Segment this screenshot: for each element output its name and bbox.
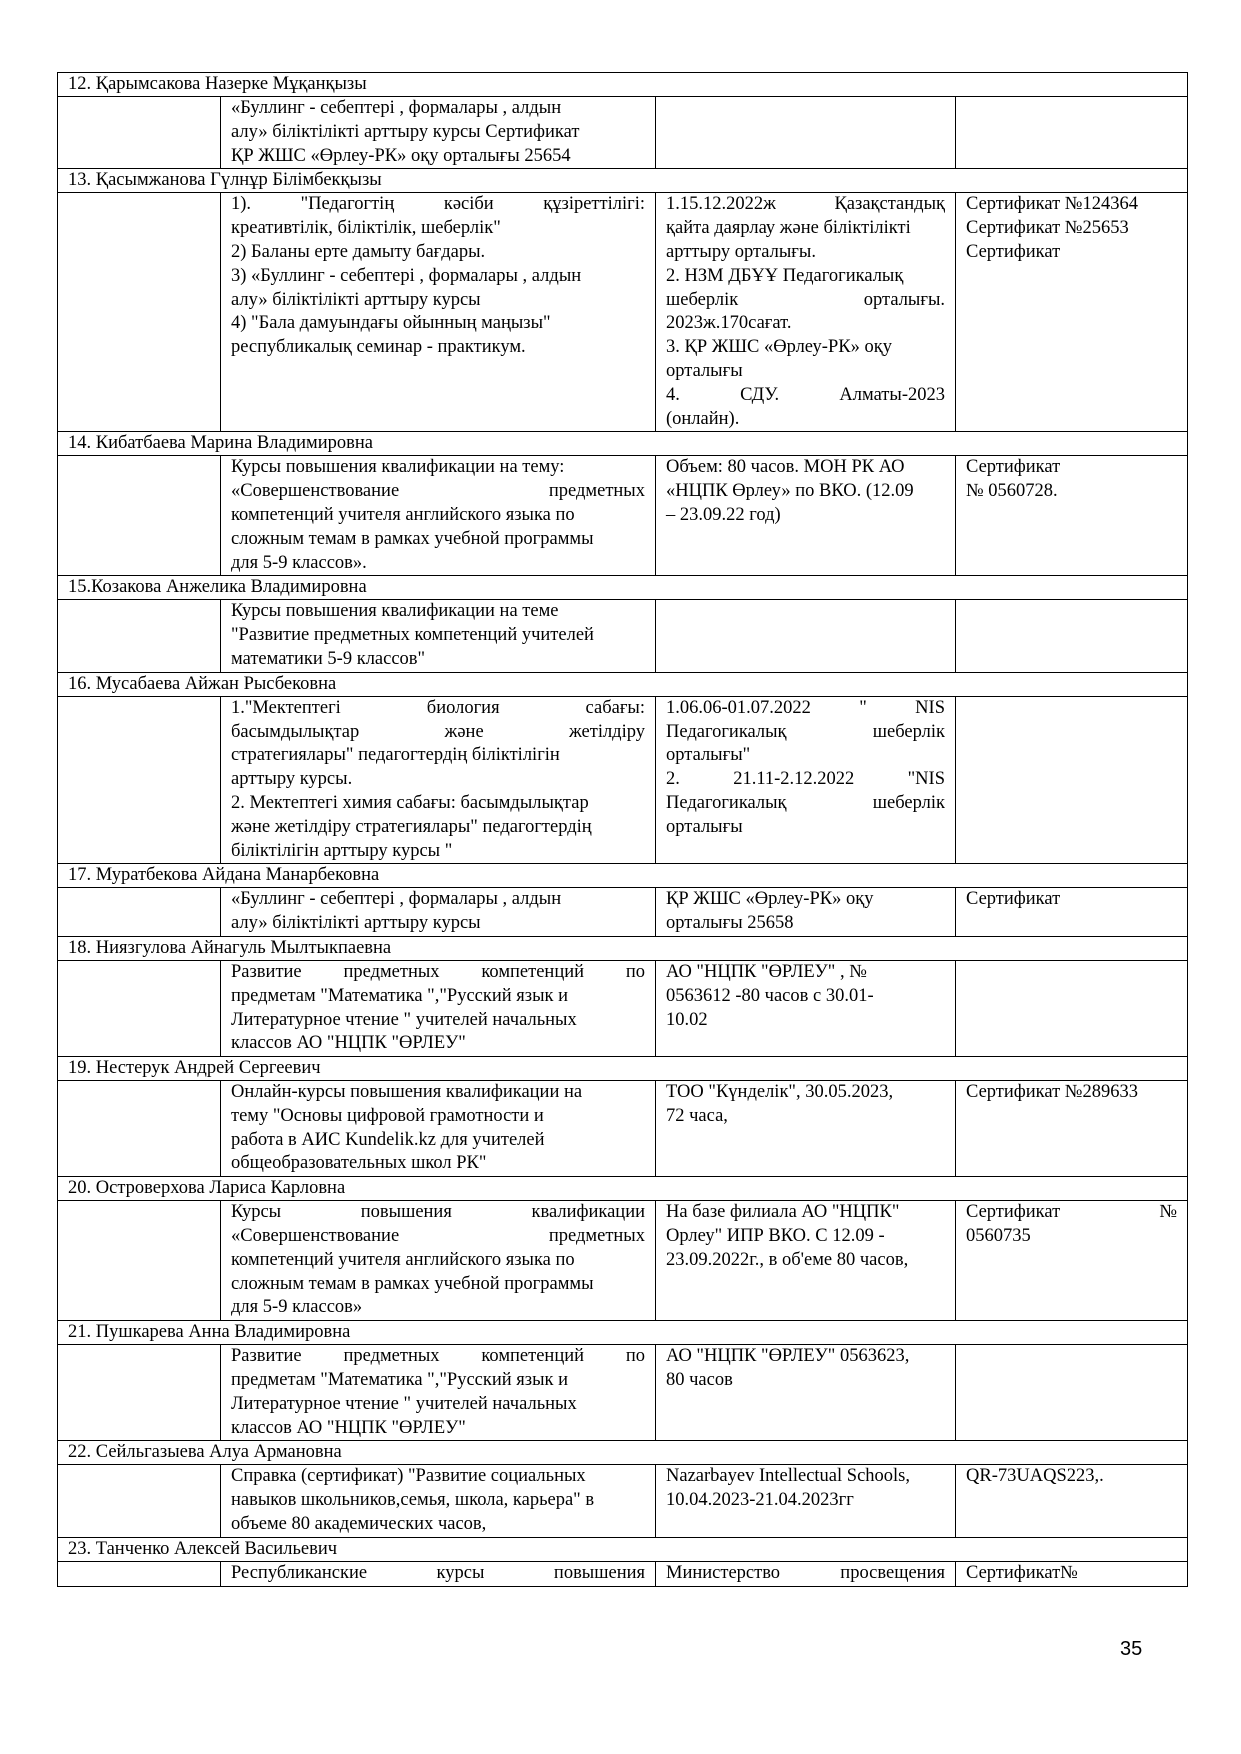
certificate-cell — [956, 1465, 1188, 1537]
text-line: 0560735 — [966, 1226, 1031, 1247]
text-line: 0563612 -80 часов с 30.01- — [666, 985, 874, 1006]
text-line: шеберлік орталығы. — [666, 289, 945, 310]
course-cell — [221, 960, 656, 1056]
text-line: математики 5-9 классов" — [231, 648, 426, 669]
text-line: навыков школьников,семья, школа, карьера" в — [231, 1490, 595, 1511]
text-line: 80 часов — [666, 1370, 733, 1391]
text-line: Орлеу" ИПР ВКО. С 12.09 - — [666, 1226, 885, 1247]
course-cell — [221, 1345, 656, 1441]
empty-cell — [58, 600, 221, 672]
certificate-cell — [956, 600, 1188, 672]
text-line: 1.06.06-01.07.2022 " NIS — [666, 697, 945, 718]
text-line: 2) Баланы ерте дамыту бағдары. — [231, 241, 486, 262]
text-line: Сертификат №289633 — [966, 1082, 1138, 1103]
person-name: 21. Пушкарева Анна Владимировна — [58, 1321, 1188, 1345]
empty-cell — [58, 1201, 221, 1321]
course-row — [58, 1345, 1188, 1441]
text-line: креативтілік, біліктілік, шеберлік" — [231, 218, 501, 239]
text-line: Сертификат — [966, 241, 1061, 262]
empty-cell — [58, 456, 221, 576]
organization-cell — [656, 1201, 956, 1321]
certificate-cell — [956, 1201, 1188, 1321]
text-line: 4) "Бала дамуындағы ойынның маңызы" — [231, 313, 551, 334]
text-line: 1.15.12.2022ж Қазақстандық — [666, 194, 945, 215]
page-number: 35 — [1120, 1638, 1143, 1660]
text-line: Сертификат № — [966, 1202, 1177, 1223]
training-table — [57, 72, 1188, 1587]
text-line: компетенций учителя английского языка по — [231, 1249, 575, 1270]
text-line: 2. НЗМ ДБҰҰ Педагогикалық — [666, 265, 904, 286]
text-line: Министерство просвещения — [666, 1562, 945, 1583]
text-line: ТОО "Күнделік", 30.05.2023, — [666, 1082, 894, 1103]
text-line: (онлайн). — [666, 408, 740, 429]
text-line: для 5-9 классов». — [231, 552, 367, 573]
course-cell — [221, 1561, 656, 1586]
text-line: АО "НЦПК "ӨРЛЕУ" , № — [666, 961, 867, 982]
course-cell — [221, 696, 656, 864]
course-row — [58, 1561, 1188, 1586]
course-row — [58, 193, 1188, 432]
person-name: 14. Кибатбаева Марина Владимировна — [58, 432, 1188, 456]
course-cell — [221, 1201, 656, 1321]
person-row — [58, 864, 1188, 888]
person-row — [58, 1537, 1188, 1561]
text-line: Курсы повышения квалификации — [231, 1202, 645, 1223]
text-line: "Развитие предметных компетенций учителей — [231, 625, 594, 646]
person-row — [58, 672, 1188, 696]
text-line: «Совершенствование предметных — [231, 481, 645, 502]
organization-cell — [656, 600, 956, 672]
certificate-cell — [956, 1345, 1188, 1441]
course-row — [58, 1201, 1188, 1321]
empty-cell — [58, 1345, 221, 1441]
course-row — [58, 960, 1188, 1056]
text-line: Сертификат №25653 — [966, 218, 1129, 239]
document-page — [57, 72, 1187, 1587]
text-line: 1). "Педагогтің кәсіби құзіреттілігі: — [231, 194, 645, 215]
text-line: алу» біліктілікті арттыру курсы — [231, 289, 481, 310]
person-row — [58, 1057, 1188, 1081]
course-row — [58, 456, 1188, 576]
text-line: 2. 21.11-2.12.2022 "NIS — [666, 769, 945, 790]
course-cell — [221, 1465, 656, 1537]
text-line: 72 часа, — [666, 1105, 728, 1126]
certificate-cell — [956, 193, 1188, 432]
text-line: классов АО "НЦПК "ӨРЛЕУ" — [231, 1033, 466, 1054]
person-name: 23. Танченко Алексей Васильевич — [58, 1537, 1188, 1561]
text-line: Курсы повышения квалификации на тему: — [231, 457, 565, 478]
empty-cell — [58, 960, 221, 1056]
course-row — [58, 696, 1188, 864]
text-line: «Совершенствование предметных — [231, 1226, 645, 1247]
text-line: басымдылықтар және жетілдіру — [231, 721, 645, 742]
person-row — [58, 1321, 1188, 1345]
text-line: «Буллинг - себептері , формалары , алдын — [231, 889, 562, 910]
text-line: Республиканские курсы повышения — [231, 1562, 645, 1583]
text-line: 10.04.2023-21.04.2023гг — [666, 1490, 854, 1511]
text-line: 4. СДУ. Алматы-2023 — [666, 384, 945, 405]
course-cell — [221, 193, 656, 432]
course-cell — [221, 888, 656, 937]
organization-cell — [656, 1465, 956, 1537]
text-line: алу» біліктілікті арттыру курсы Сертификат — [231, 121, 580, 142]
empty-cell — [58, 1561, 221, 1586]
certificate-cell — [956, 960, 1188, 1056]
text-line: Развитие предметных компетенций по — [231, 961, 645, 982]
text-line: біліктілігін арттыру курсы " — [231, 840, 453, 861]
certificate-cell — [956, 97, 1188, 169]
text-line: орталығы 25658 — [666, 913, 794, 934]
organization-cell — [656, 193, 956, 432]
text-line: 1."Мектептегі биология сабағы: — [231, 697, 645, 718]
course-row — [58, 97, 1188, 169]
course-cell — [221, 600, 656, 672]
text-line: Сертификат — [966, 889, 1061, 910]
person-name: 12. Қарымсакова Назерке Мұқанқызы — [58, 73, 1188, 97]
person-name: 15.Козакова Анжелика Владимировна — [58, 576, 1188, 600]
certificate-cell — [956, 1561, 1188, 1586]
text-line: ҚР ЖШС «Өрлеу-РК» оқу — [666, 889, 874, 910]
course-row — [58, 1465, 1188, 1537]
person-name: 13. Қасымжанова Гүлнұр Білімбекқызы — [58, 169, 1188, 193]
text-line: Педагогикалық шеберлік — [666, 792, 945, 813]
empty-cell — [58, 1081, 221, 1177]
text-line: 23.09.2022г., в об'еме 80 часов, — [666, 1249, 909, 1270]
organization-cell — [656, 1081, 956, 1177]
text-line: арттыру орталығы. — [666, 241, 816, 262]
certificate-cell — [956, 1081, 1188, 1177]
person-row — [58, 169, 1188, 193]
text-line: предметам "Математика ","Русский язык и — [231, 985, 569, 1006]
course-cell — [221, 1081, 656, 1177]
text-line: классов АО "НЦПК "ӨРЛЕУ" — [231, 1417, 466, 1438]
text-line: № 0560728. — [966, 481, 1058, 502]
text-line: АО "НЦПК "ӨРЛЕУ" 0563623, — [666, 1346, 910, 1367]
text-line: стратегиялары" педагогтердің біліктілігін — [231, 745, 560, 766]
text-line: QR-73UAQS223,. — [966, 1466, 1104, 1487]
text-line: алу» біліктілікті арттыру курсы — [231, 913, 481, 934]
text-line: 3) «Буллинг - себептері , формалары , алдын — [231, 265, 582, 286]
person-name: 18. Ниязгулова Айнагуль Мылтыкпаевна — [58, 936, 1188, 960]
course-row — [58, 888, 1188, 937]
text-line: 2. Мектептегі химия сабағы: басымдылықтар — [231, 792, 589, 813]
text-line: для 5-9 классов» — [231, 1297, 363, 1318]
text-line: Сертификат №124364 — [966, 194, 1138, 215]
text-line: Курсы повышения квалификации на теме — [231, 601, 559, 622]
text-line: республикалық семинар - практикум. — [231, 337, 526, 358]
course-cell — [221, 456, 656, 576]
course-row — [58, 1081, 1188, 1177]
text-line: Объем: 80 часов. МОН РК АО — [666, 457, 905, 478]
text-line: – 23.09.22 год) — [666, 504, 781, 525]
empty-cell — [58, 97, 221, 169]
certificate-cell — [956, 456, 1188, 576]
text-line: Литературное чтение " учителей начальных — [231, 1393, 577, 1414]
text-line: Педагогикалық шеберлік — [666, 721, 945, 742]
person-row — [58, 73, 1188, 97]
text-line: Онлайн-курсы повышения квалификации на — [231, 1082, 583, 1103]
person-name: 20. Островерхова Лариса Карловна — [58, 1177, 1188, 1201]
text-line: Nazarbayev Intellectual Schools, — [666, 1466, 910, 1487]
text-line: орталығы — [666, 360, 743, 381]
empty-cell — [58, 193, 221, 432]
course-row — [58, 600, 1188, 672]
text-line: сложным темам в рамках учебной программы — [231, 1273, 594, 1294]
text-line: Справка (сертификат) "Развитие социальных — [231, 1466, 586, 1487]
text-line: 10.02 — [666, 1009, 708, 1030]
text-line: орталығы — [666, 816, 743, 837]
organization-cell — [656, 960, 956, 1056]
organization-cell — [656, 888, 956, 937]
text-line: «НЦПК Өрлеу» по ВКО. (12.09 — [666, 481, 914, 502]
organization-cell — [656, 456, 956, 576]
person-row — [58, 432, 1188, 456]
text-line: 3. ҚР ЖШС «Өрлеу-РК» оқу — [666, 337, 892, 358]
text-line: объеме 80 академических часов, — [231, 1514, 487, 1535]
certificate-cell — [956, 696, 1188, 864]
organization-cell — [656, 696, 956, 864]
person-row — [58, 1177, 1188, 1201]
text-line: 2023ж.170сағат. — [666, 313, 792, 334]
text-line: Развитие предметных компетенций по — [231, 1346, 645, 1367]
course-cell — [221, 97, 656, 169]
text-line: ҚР ЖШС «Өрлеу-РК» оқу орталығы 25654 — [231, 145, 571, 166]
empty-cell — [58, 696, 221, 864]
text-line: тему "Основы цифровой грамотности и — [231, 1105, 544, 1126]
text-line: «Буллинг - себептері , формалары , алдын — [231, 98, 562, 118]
text-line: Литературное чтение " учителей начальных — [231, 1009, 577, 1030]
text-line: арттыру курсы. — [231, 769, 353, 790]
text-line: компетенций учителя английского языка по — [231, 504, 575, 525]
text-line: және жетілдіру стратегиялары" педагогтердің — [231, 816, 592, 837]
person-row — [58, 936, 1188, 960]
person-name: 17. Муратбекова Айдана Манарбековна — [58, 864, 1188, 888]
empty-cell — [58, 888, 221, 937]
text-line: қайта даярлау және біліктілікті — [666, 218, 911, 239]
text-line: орталығы" — [666, 745, 751, 766]
certificate-cell — [956, 888, 1188, 937]
text-line: общеобразовательных школ РК" — [231, 1153, 487, 1174]
organization-cell — [656, 1345, 956, 1441]
text-line: работа в АИС Kundelik.kz для учителей — [231, 1129, 545, 1150]
person-row — [58, 1441, 1188, 1465]
person-name: 19. Нестерук Андрей Сергеевич — [58, 1057, 1188, 1081]
person-name: 22. Сейльгазыева Алуа Армановна — [58, 1441, 1188, 1465]
text-line: сложным темам в рамках учебной программы — [231, 528, 594, 549]
text-line: Сертификат№ — [966, 1562, 1078, 1583]
person-row — [58, 576, 1188, 600]
person-name: 16. Мусабаева Айжан Рысбековна — [58, 672, 1188, 696]
text-line: предметам "Математика ","Русский язык и — [231, 1370, 569, 1391]
empty-cell — [58, 1465, 221, 1537]
organization-cell — [656, 1561, 956, 1586]
text-line: Сертификат — [966, 457, 1061, 478]
text-line: На базе филиала АО "НЦПК" — [666, 1202, 900, 1223]
organization-cell — [656, 97, 956, 169]
